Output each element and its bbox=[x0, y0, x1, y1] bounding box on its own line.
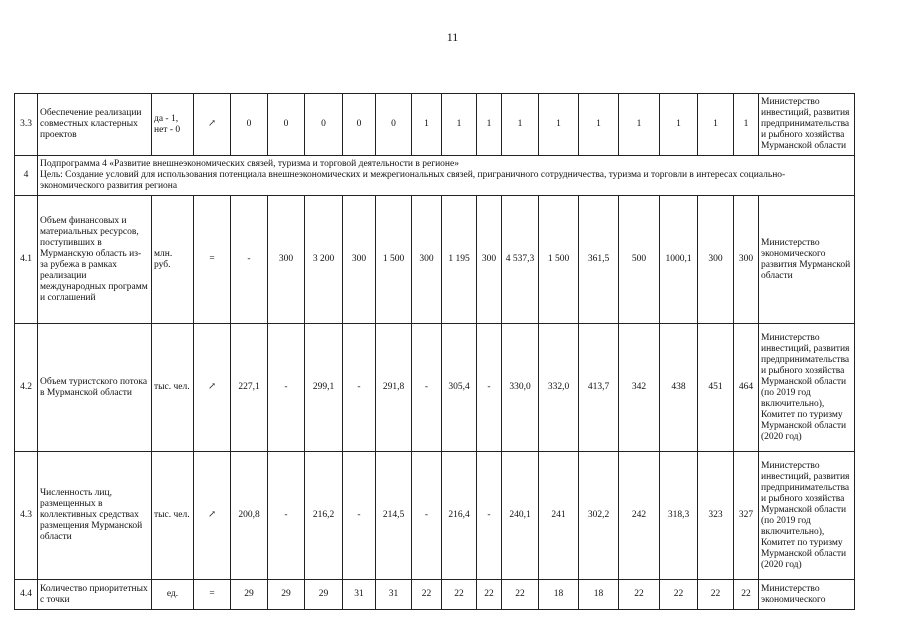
responsible-line: Министерство bbox=[761, 97, 820, 107]
responsible-line: включительно), bbox=[761, 526, 825, 537]
value-cell: - bbox=[343, 324, 376, 452]
responsible-line: и рыбного хозяйства bbox=[761, 493, 845, 504]
subprogram-goal: экономического развития региона bbox=[40, 181, 178, 191]
value-cell: 1000,1 bbox=[660, 196, 698, 324]
value-cell: 332,0 bbox=[539, 324, 579, 452]
value-cell: 22 bbox=[734, 580, 759, 610]
value-cell: 1 bbox=[539, 94, 579, 156]
value-cell: 302,2 bbox=[579, 452, 619, 580]
value-cell: 0 bbox=[343, 94, 376, 156]
row-number: 4.1 bbox=[15, 196, 38, 324]
value-cell: 1 bbox=[502, 94, 539, 156]
responsible-cell bbox=[759, 94, 855, 156]
value-cell: 1 bbox=[477, 94, 502, 156]
responsible-line: Мурманской области bbox=[761, 504, 847, 515]
responsible-line: Министерство bbox=[761, 460, 820, 471]
value-cell: 464 bbox=[734, 324, 759, 452]
responsible-line: (по 2019 год bbox=[761, 387, 811, 398]
unit-cell: млн. руб. bbox=[152, 196, 194, 324]
value-cell: 330,0 bbox=[502, 324, 539, 452]
value-cell: 1 bbox=[619, 94, 660, 156]
unit-cell: тыс. чел. bbox=[152, 452, 194, 580]
value-cell: - bbox=[412, 452, 442, 580]
value-cell: 300 bbox=[412, 196, 442, 324]
responsible-line: и рыбного хозяйства bbox=[761, 365, 845, 376]
value-cell: 18 bbox=[579, 580, 619, 610]
value-cell: 327 bbox=[734, 452, 759, 580]
value-cell: 1 bbox=[442, 94, 477, 156]
value-cell: 3 200 bbox=[305, 196, 343, 324]
value-cell: 1 500 bbox=[376, 196, 412, 324]
value-cell: 18 bbox=[539, 580, 579, 610]
value-cell: 299,1 bbox=[305, 324, 343, 452]
value-cell: 438 bbox=[660, 324, 698, 452]
value-cell: 22 bbox=[412, 580, 442, 610]
row-number: 4.3 bbox=[15, 452, 38, 580]
unit-cell: да - 1, нет - 0 bbox=[152, 94, 194, 156]
indicator-name: Объем финансовых и материальных ресурсов, поступивших в Мурманскую область из-за рубежа в рамках реализации международных программ и соглашений bbox=[38, 196, 152, 324]
responsible-line: Министерство bbox=[761, 237, 820, 248]
value-cell: 300 bbox=[477, 196, 502, 324]
value-cell: 342 bbox=[619, 324, 660, 452]
row-number: 4 bbox=[15, 156, 38, 196]
responsible-line: инвестиций, развития bbox=[761, 471, 850, 482]
value-cell: 0 bbox=[268, 94, 305, 156]
value-cell: 4 537,3 bbox=[502, 196, 539, 324]
value-cell: 29 bbox=[268, 580, 305, 610]
value-cell: 240,1 bbox=[502, 452, 539, 580]
indicators-table bbox=[14, 93, 855, 610]
value-cell: 1 bbox=[660, 94, 698, 156]
responsible-line: Комитет по туризму bbox=[761, 537, 843, 548]
responsible-line: экономического bbox=[761, 248, 826, 259]
value-cell: 300 bbox=[343, 196, 376, 324]
value-cell: 1 bbox=[412, 94, 442, 156]
value-cell: 361,5 bbox=[579, 196, 619, 324]
table-row bbox=[15, 94, 855, 156]
value-cell: 318,3 bbox=[660, 452, 698, 580]
value-cell: 1 bbox=[734, 94, 759, 156]
value-cell: 1 500 bbox=[539, 196, 579, 324]
value-cell: 31 bbox=[376, 580, 412, 610]
value-cell: - bbox=[477, 452, 502, 580]
responsible-line: инвестиций, развития bbox=[761, 343, 850, 354]
value-cell: - bbox=[268, 324, 305, 452]
value-cell: 413,7 bbox=[579, 324, 619, 452]
value-cell: 22 bbox=[442, 580, 477, 610]
value-cell: - bbox=[412, 324, 442, 452]
indicator-name: Численность лиц, размещенных в коллективных средствах размещения Мурманской области bbox=[38, 452, 152, 580]
value-cell: 29 bbox=[305, 580, 343, 610]
responsible-line: предпринимательства bbox=[761, 119, 850, 129]
table-row bbox=[15, 580, 855, 610]
value-cell: 214,5 bbox=[376, 452, 412, 580]
value-cell: 22 bbox=[502, 580, 539, 610]
value-cell: 1 bbox=[698, 94, 734, 156]
value-cell: 300 bbox=[734, 196, 759, 324]
unit-cell: тыс. чел. bbox=[152, 324, 194, 452]
value-cell: 29 bbox=[231, 580, 268, 610]
value-cell: 22 bbox=[619, 580, 660, 610]
value-cell: 31 bbox=[343, 580, 376, 610]
trend-cell: = bbox=[194, 196, 231, 324]
value-cell: 216,4 bbox=[442, 452, 477, 580]
value-cell: - bbox=[268, 452, 305, 580]
value-cell: 500 bbox=[619, 196, 660, 324]
value-cell: 300 bbox=[268, 196, 305, 324]
subprogram-title: Подпрограмма 4 «Развитие внешнеэкономических связей, туризма и торговой деятельности в регионе» bbox=[40, 159, 459, 169]
responsible-line: (2020 год) bbox=[761, 559, 802, 570]
value-cell: 200,8 bbox=[231, 452, 268, 580]
row-number: 4.4 bbox=[15, 580, 38, 610]
responsible-line: Комитет по туризму bbox=[761, 409, 843, 420]
responsible-cell bbox=[759, 452, 855, 580]
responsible-line: Министерство bbox=[761, 583, 820, 594]
responsible-line: Мурманской области bbox=[761, 548, 847, 559]
page-number: 11 bbox=[446, 30, 459, 44]
unit-cell: ед. bbox=[152, 580, 194, 610]
subprogram-goal: Цель: Создание условий для использования потенциала внешнеэкономических и межрегиональных связей, приграничного сотрудничества, туризма и торговли в интересах социально- bbox=[40, 170, 786, 180]
responsible-line: экономического bbox=[761, 594, 826, 605]
indicator-name: Количество приоритетных с точки bbox=[38, 580, 152, 610]
responsible-line: инвестиций, развития bbox=[761, 108, 850, 118]
responsible-line: Мурманской области bbox=[761, 141, 847, 151]
responsible-line: развития Мурманской bbox=[761, 259, 851, 270]
responsible-cell bbox=[759, 196, 855, 324]
responsible-line: включительно), bbox=[761, 398, 825, 409]
indicator-name: Обеспечение реализации совместных кластерных проектов bbox=[38, 94, 152, 156]
value-cell: 0 bbox=[305, 94, 343, 156]
table-row bbox=[15, 452, 855, 580]
subprogram-cell bbox=[38, 156, 855, 196]
responsible-line: (2020 год) bbox=[761, 431, 802, 442]
value-cell: 451 bbox=[698, 324, 734, 452]
responsible-line: Мурманской области bbox=[761, 376, 847, 387]
trend-cell: = bbox=[194, 580, 231, 610]
responsible-line: предпринимательства bbox=[761, 482, 850, 493]
value-cell: - bbox=[231, 196, 268, 324]
value-cell: 300 bbox=[698, 196, 734, 324]
responsible-cell bbox=[759, 580, 855, 610]
trend-cell: ↗ bbox=[194, 324, 231, 452]
value-cell: 241 bbox=[539, 452, 579, 580]
row-number: 3.3 bbox=[15, 94, 38, 156]
value-cell: - bbox=[343, 452, 376, 580]
responsible-cell bbox=[759, 324, 855, 452]
value-cell: 1 195 bbox=[442, 196, 477, 324]
value-cell: 0 bbox=[376, 94, 412, 156]
responsible-line: Министерство bbox=[761, 332, 820, 343]
row-number: 4.2 bbox=[15, 324, 38, 452]
table-row bbox=[15, 324, 855, 452]
value-cell: 305,4 bbox=[442, 324, 477, 452]
responsible-line: Мурманской области bbox=[761, 420, 847, 431]
responsible-line: области bbox=[761, 270, 793, 281]
responsible-line: предпринимательства bbox=[761, 354, 850, 365]
value-cell: 291,8 bbox=[376, 324, 412, 452]
value-cell: 22 bbox=[660, 580, 698, 610]
value-cell: 323 bbox=[698, 452, 734, 580]
indicator-name: Объем туристского потока в Мурманской области bbox=[38, 324, 152, 452]
value-cell: - bbox=[477, 324, 502, 452]
trend-cell: ↗ bbox=[194, 452, 231, 580]
value-cell: 22 bbox=[477, 580, 502, 610]
value-cell: 242 bbox=[619, 452, 660, 580]
table-row bbox=[15, 196, 855, 324]
value-cell: 0 bbox=[231, 94, 268, 156]
trend-cell: ↗ bbox=[194, 94, 231, 156]
responsible-line: и рыбного хозяйства bbox=[761, 130, 845, 140]
responsible-line: (по 2019 год bbox=[761, 515, 811, 526]
value-cell: 227,1 bbox=[231, 324, 268, 452]
subprogram-row bbox=[15, 156, 855, 196]
value-cell: 22 bbox=[698, 580, 734, 610]
value-cell: 1 bbox=[579, 94, 619, 156]
value-cell: 216,2 bbox=[305, 452, 343, 580]
